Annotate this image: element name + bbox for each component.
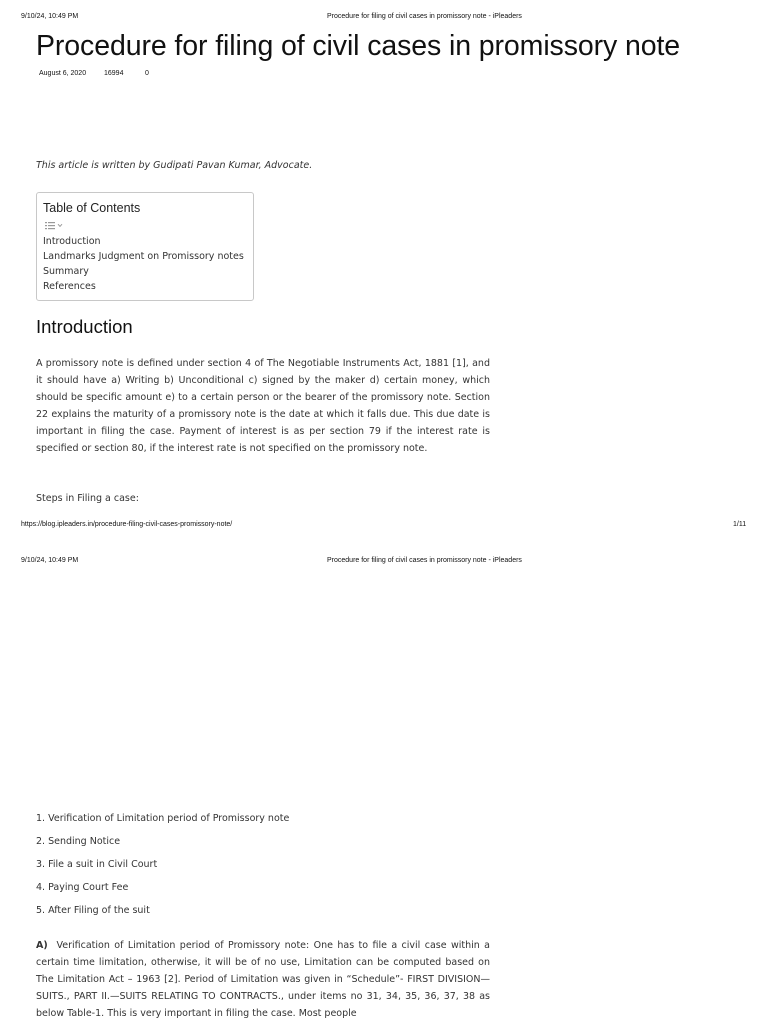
print-datetime: 9/10/24, 10:49 PM <box>21 13 79 20</box>
step-item: 2. Sending Notice <box>36 836 121 847</box>
article-comments: 0 <box>145 70 149 77</box>
section-a-label: A) <box>36 940 48 951</box>
step-item: 5. After Filing of the suit <box>36 905 150 916</box>
table-of-contents <box>36 192 254 301</box>
step-item: 3. File a suit in Civil Court <box>36 859 158 870</box>
print-url: https://blog.ipleaders.in/procedure-filing-civil-cases-promissory-note/ <box>21 521 233 528</box>
toc-item-landmark-judgments[interactable]: Landmarks Judgment on Promissory notes <box>43 251 244 262</box>
toc-item-introduction[interactable]: Introduction <box>43 236 101 247</box>
step-item: 4. Paying Court Fee <box>36 882 129 893</box>
limitation-paragraph <box>36 937 490 1022</box>
introduction-paragraph: A promissory note is defined under section 4 of The Negotiable Instruments Act, 1881 [1], and it should have a) Writing b) Unconditional c) signed by the maker d) certain money, which should be specific amount e) to a certain person or the bearer of the promissory note. Section 22 explains the maturity of a promissory note is the date at which it falls due. This due date is important in filing the case. Payment of interest is as per section 79 if the interest rate is specified or section 80, if the interest rate is not specified on the promissory note. <box>36 358 490 454</box>
print-page-title-page2: Procedure for filing of civil cases in promissory note - iPleaders <box>327 557 522 564</box>
print-page-title: Procedure for filing of civil cases in promissory note - iPleaders <box>327 13 522 20</box>
introduction-heading: Introduction <box>36 316 133 337</box>
print-page-number: 1/11 <box>733 521 747 528</box>
article-date: August 6, 2020 <box>39 70 87 77</box>
step-item: 1. Verification of Limitation period of Promissory note <box>36 813 290 824</box>
toc-item-summary[interactable]: Summary <box>43 266 89 277</box>
article-title: Procedure for filing of civil cases in promissory note <box>36 30 681 62</box>
print-datetime-page2: 9/10/24, 10:49 PM <box>21 557 79 564</box>
section-a-text: Verification of Limitation period of Promissory note: One has to file a civil case within a certain time limitation, otherwise, it will be of no use, Limitation can be computed based on The Limitation Act – 1963 [2]. Period of Limitation was given in “Schedule”- FIRST DIVISION—SUITS., PART II.—SUITS RELATING TO CONTRACTS., under items no 31, 34, 35, 36, 37, 38 as below Table-1. This is very important in filing the case. Most people <box>36 940 490 1019</box>
article-views: 16994 <box>104 70 124 77</box>
toc-list-toggle-icon[interactable] <box>45 221 65 230</box>
article-byline: This article is written by Gudipati Pavan Kumar, Advocate. <box>36 160 313 171</box>
toc-item-references[interactable]: References <box>43 281 96 292</box>
toc-title: Table of Contents <box>43 201 141 215</box>
steps-label: Steps in Filing a case: <box>36 493 139 504</box>
